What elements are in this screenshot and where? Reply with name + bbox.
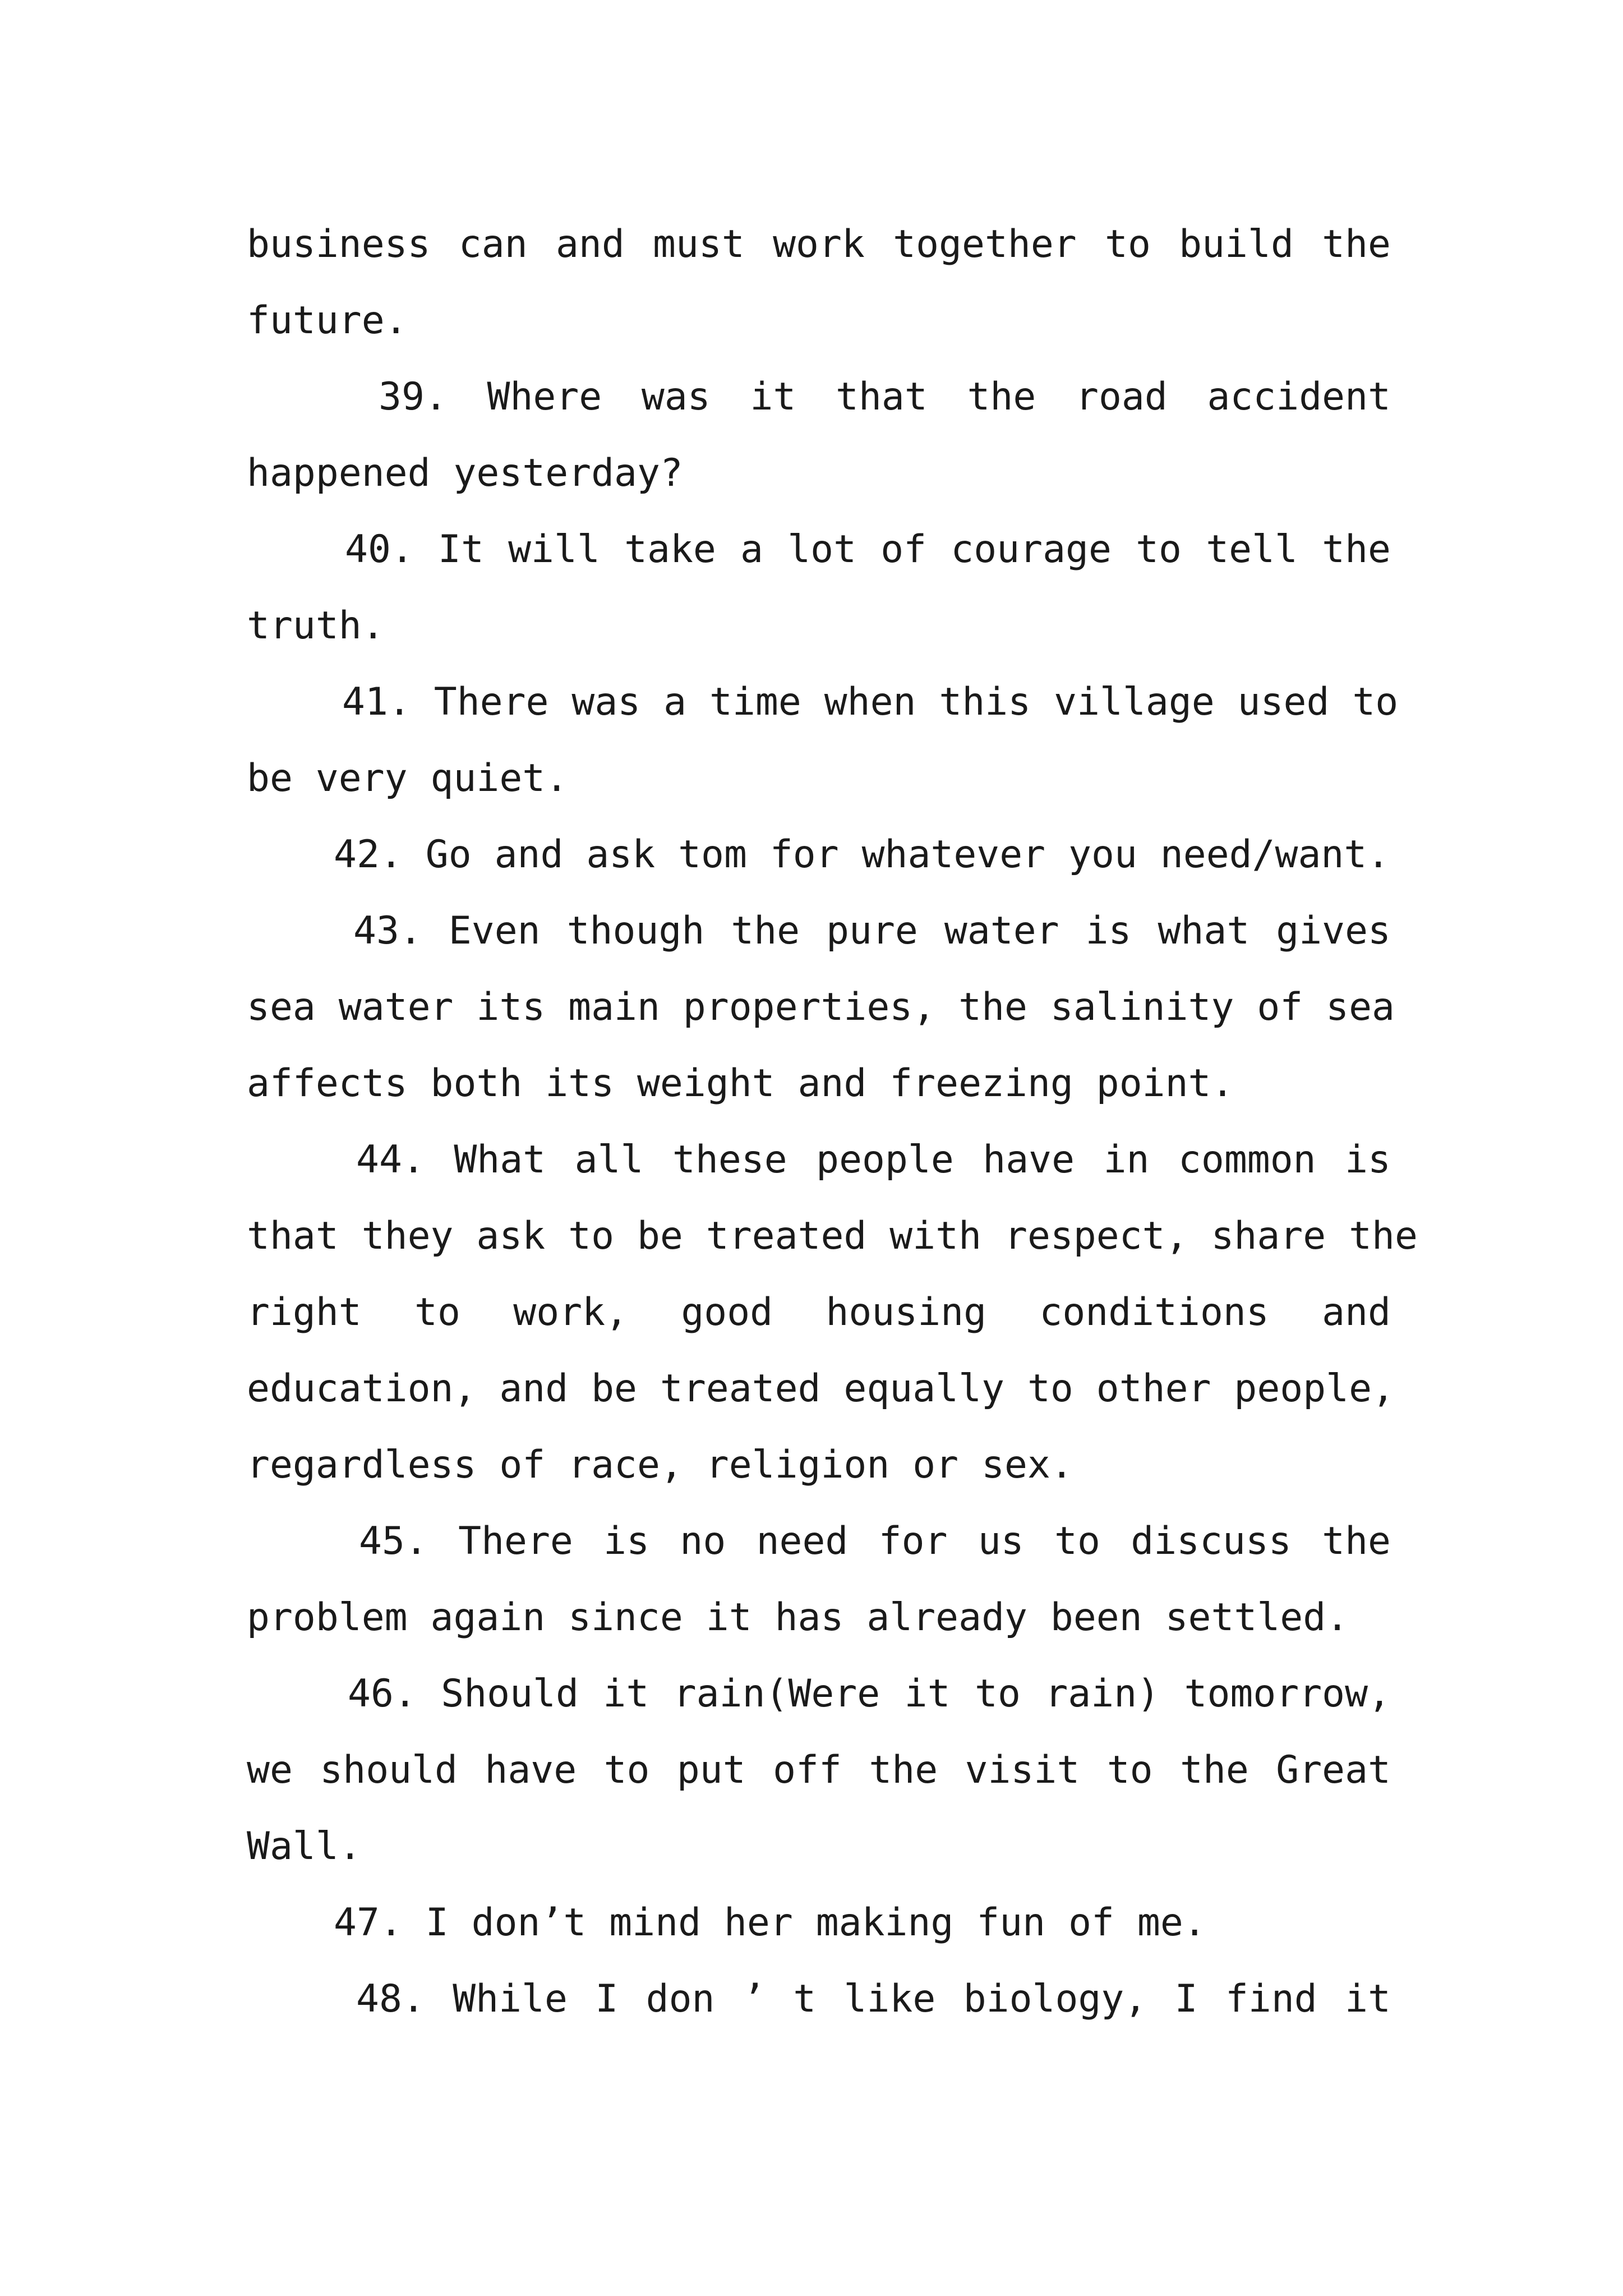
text-line: sea water its main properties, the salinity of sea <box>247 985 1395 1029</box>
text-line: affects both its weight and freezing point. <box>247 1061 1234 1106</box>
text-line: 48. While I don ’ t like biology, I find it <box>356 1977 1391 2021</box>
text-line: 44. What all these people have in common is <box>356 1138 1391 1182</box>
text-line: be very quiet. <box>247 756 569 800</box>
text-line: we should have to put off the visit to the Great <box>247 1748 1391 1792</box>
text-line: 45. There is no need for us to discuss the <box>359 1519 1391 1563</box>
text-line: right to work, good housing conditions and <box>247 1290 1391 1335</box>
text-line: 47. I don’t mind her making fun of me. <box>334 1901 1206 1945</box>
text-line: 46. Should it rain(Were it to rain) tomorrow, <box>348 1672 1391 1716</box>
text-line: future. <box>247 298 408 343</box>
text-line: happened yesterday? <box>247 451 683 495</box>
text-line: education, and be treated equally to other people, <box>247 1366 1395 1411</box>
text-line: problem again since it has already been settled. <box>247 1595 1349 1640</box>
text-line: 39. Where was it that the road accident <box>379 375 1391 419</box>
text-line: 43. Even though the pure water is what gives <box>353 909 1391 953</box>
text-line: that they ask to be treated with respect, share the <box>247 1214 1418 1258</box>
text-line: 40. It will take a lot of courage to tell the <box>345 527 1391 572</box>
text-line: 42. Go and ask tom for whatever you need/want. <box>334 832 1390 877</box>
text-line: truth. <box>247 604 385 648</box>
text-line: regardless of race, religion or sex. <box>247 1443 1073 1487</box>
text-line: Wall. <box>247 1824 362 1869</box>
text-line: business can and must work together to build the <box>247 222 1391 266</box>
text-line: 41. There was a time when this village used to <box>342 680 1399 724</box>
